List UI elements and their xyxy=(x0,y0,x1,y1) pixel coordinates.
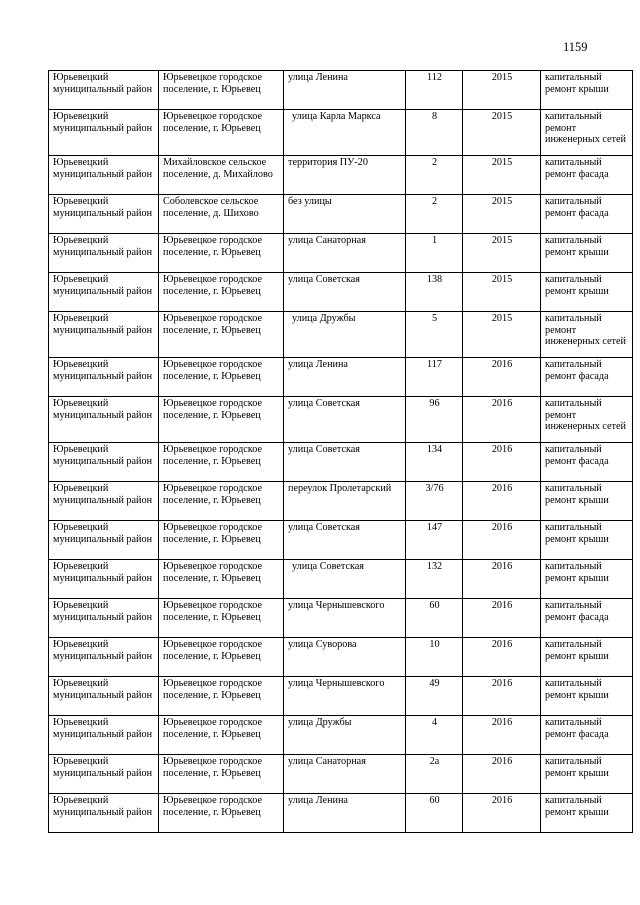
year-cell: 2016 xyxy=(463,358,541,397)
table-row xyxy=(49,156,633,195)
table-row xyxy=(49,521,633,560)
house-number-cell: 1 xyxy=(406,234,463,273)
work-type-cell: капитальный ремонт крыши xyxy=(541,794,633,833)
district-cell: Юрьевецкий муниципальный район xyxy=(49,312,159,358)
settlement-cell: Юрьевецкое городское поселение, г. Юрьевец xyxy=(159,443,284,482)
table-row xyxy=(49,755,633,794)
street-cell: улица Чернышевского xyxy=(284,599,406,638)
settlement-cell: Соболевское сельское поселение, д. Шихово xyxy=(159,195,284,234)
year-cell: 2016 xyxy=(463,397,541,443)
work-type-cell: капитальный ремонт фасада xyxy=(541,195,633,234)
work-type-cell: капитальный ремонт крыши xyxy=(541,273,633,312)
table-row xyxy=(49,482,633,521)
district-cell: Юрьевецкий муниципальный район xyxy=(49,716,159,755)
settlement-cell: Юрьевецкое городское поселение, г. Юрьевец xyxy=(159,312,284,358)
work-type-cell: капитальный ремонт крыши xyxy=(541,482,633,521)
house-number-cell: 132 xyxy=(406,560,463,599)
table-row xyxy=(49,358,633,397)
district-cell: Юрьевецкий муниципальный район xyxy=(49,397,159,443)
district-cell: Юрьевецкий муниципальный район xyxy=(49,521,159,560)
settlement-cell: Юрьевецкое городское поселение, г. Юрьевец xyxy=(159,71,284,110)
street-cell: улица Советская xyxy=(284,560,406,599)
house-number-cell: 3/76 xyxy=(406,482,463,521)
settlement-cell: Юрьевецкое городское поселение, г. Юрьевец xyxy=(159,599,284,638)
settlement-cell: Юрьевецкое городское поселение, г. Юрьевец xyxy=(159,273,284,312)
street-cell: улица Суворова xyxy=(284,638,406,677)
settlement-cell: Юрьевецкое городское поселение, г. Юрьевец xyxy=(159,358,284,397)
district-cell: Юрьевецкий муниципальный район xyxy=(49,234,159,273)
year-cell: 2016 xyxy=(463,755,541,794)
district-cell: Юрьевецкий муниципальный район xyxy=(49,156,159,195)
work-type-cell: капитальный ремонт крыши xyxy=(541,234,633,273)
table-row xyxy=(49,560,633,599)
house-number-cell: 117 xyxy=(406,358,463,397)
settlement-cell: Юрьевецкое городское поселение, г. Юрьевец xyxy=(159,677,284,716)
house-number-cell: 2 xyxy=(406,195,463,234)
house-number-cell: 10 xyxy=(406,638,463,677)
district-cell: Юрьевецкий муниципальный район xyxy=(49,358,159,397)
street-cell: улица Советская xyxy=(284,521,406,560)
table-row xyxy=(49,599,633,638)
year-cell: 2015 xyxy=(463,71,541,110)
settlement-cell: Юрьевецкое городское поселение, г. Юрьевец xyxy=(159,560,284,599)
year-cell: 2015 xyxy=(463,234,541,273)
district-cell: Юрьевецкий муниципальный район xyxy=(49,560,159,599)
house-number-cell: 2а xyxy=(406,755,463,794)
house-number-cell: 5 xyxy=(406,312,463,358)
settlement-cell: Юрьевецкое городское поселение, г. Юрьевец xyxy=(159,521,284,560)
work-type-cell: капитальный ремонт фасада xyxy=(541,443,633,482)
district-cell: Юрьевецкий муниципальный район xyxy=(49,677,159,716)
year-cell: 2015 xyxy=(463,110,541,156)
street-cell: без улицы xyxy=(284,195,406,234)
work-type-cell: капитальный ремонт крыши xyxy=(541,677,633,716)
year-cell: 2016 xyxy=(463,560,541,599)
year-cell: 2015 xyxy=(463,156,541,195)
work-type-cell: капитальный ремонт крыши xyxy=(541,71,633,110)
settlement-cell: Михайловское сельское поселение, д. Михайлово xyxy=(159,156,284,195)
table-row xyxy=(49,273,633,312)
house-number-cell: 60 xyxy=(406,599,463,638)
settlement-cell: Юрьевецкое городское поселение, г. Юрьевец xyxy=(159,755,284,794)
table-row xyxy=(49,638,633,677)
street-cell: улица Санаторная xyxy=(284,755,406,794)
year-cell: 2016 xyxy=(463,443,541,482)
work-type-cell: капитальный ремонт крыши xyxy=(541,638,633,677)
street-cell: улица Дружбы xyxy=(284,312,406,358)
work-type-cell: капитальный ремонт крыши xyxy=(541,560,633,599)
house-number-cell: 49 xyxy=(406,677,463,716)
table-row xyxy=(49,234,633,273)
house-number-cell: 8 xyxy=(406,110,463,156)
district-cell: Юрьевецкий муниципальный район xyxy=(49,110,159,156)
table-row xyxy=(49,794,633,833)
work-type-cell: капитальный ремонт крыши xyxy=(541,521,633,560)
table-row xyxy=(49,443,633,482)
district-cell: Юрьевецкий муниципальный район xyxy=(49,755,159,794)
work-type-cell: капитальный ремонт фасада xyxy=(541,358,633,397)
table-row xyxy=(49,677,633,716)
table-row xyxy=(49,195,633,234)
work-type-cell: капитальный ремонт фасада xyxy=(541,156,633,195)
settlement-cell: Юрьевецкое городское поселение, г. Юрьевец xyxy=(159,234,284,273)
work-type-cell: капитальный ремонт фасада xyxy=(541,599,633,638)
house-number-cell: 2 xyxy=(406,156,463,195)
settlement-cell: Юрьевецкое городское поселение, г. Юрьевец xyxy=(159,716,284,755)
settlement-cell: Юрьевецкое городское поселение, г. Юрьевец xyxy=(159,110,284,156)
year-cell: 2016 xyxy=(463,482,541,521)
house-number-cell: 4 xyxy=(406,716,463,755)
house-number-cell: 138 xyxy=(406,273,463,312)
year-cell: 2016 xyxy=(463,521,541,560)
settlement-cell: Юрьевецкое городское поселение, г. Юрьевец xyxy=(159,794,284,833)
district-cell: Юрьевецкий муниципальный район xyxy=(49,195,159,234)
year-cell: 2016 xyxy=(463,794,541,833)
work-type-cell: капитальный ремонт инженерных сетей xyxy=(541,312,633,358)
page-number: 1159 xyxy=(563,40,588,54)
work-type-cell: капитальный ремонт инженерных сетей xyxy=(541,110,633,156)
street-cell: улица Ленина xyxy=(284,358,406,397)
house-number-cell: 96 xyxy=(406,397,463,443)
year-cell: 2016 xyxy=(463,677,541,716)
table-row xyxy=(49,110,633,156)
district-cell: Юрьевецкий муниципальный район xyxy=(49,482,159,521)
year-cell: 2015 xyxy=(463,312,541,358)
street-cell: улица Советская xyxy=(284,397,406,443)
year-cell: 2016 xyxy=(463,716,541,755)
house-number-cell: 60 xyxy=(406,794,463,833)
house-number-cell: 112 xyxy=(406,71,463,110)
street-cell: улица Чернышевского xyxy=(284,677,406,716)
table-row xyxy=(49,312,633,358)
street-cell: улица Санаторная xyxy=(284,234,406,273)
street-cell: улица Ленина xyxy=(284,71,406,110)
district-cell: Юрьевецкий муниципальный район xyxy=(49,794,159,833)
district-cell: Юрьевецкий муниципальный район xyxy=(49,599,159,638)
house-number-cell: 134 xyxy=(406,443,463,482)
table-row xyxy=(49,71,633,110)
settlement-cell: Юрьевецкое городское поселение, г. Юрьевец xyxy=(159,638,284,677)
street-cell: улица Советская xyxy=(284,443,406,482)
table-row xyxy=(49,716,633,755)
year-cell: 2015 xyxy=(463,273,541,312)
housing-repair-table xyxy=(48,70,633,833)
street-cell: улица Карла Маркса xyxy=(284,110,406,156)
work-type-cell: капитальный ремонт инженерных сетей xyxy=(541,397,633,443)
settlement-cell: Юрьевецкое городское поселение, г. Юрьевец xyxy=(159,397,284,443)
year-cell: 2015 xyxy=(463,195,541,234)
street-cell: улица Советская xyxy=(284,273,406,312)
house-number-cell: 147 xyxy=(406,521,463,560)
street-cell: переулок Пролетарский xyxy=(284,482,406,521)
work-type-cell: капитальный ремонт фасада xyxy=(541,716,633,755)
table-row xyxy=(49,397,633,443)
district-cell: Юрьевецкий муниципальный район xyxy=(49,71,159,110)
street-cell: улица Дружбы xyxy=(284,716,406,755)
work-type-cell: капитальный ремонт крыши xyxy=(541,755,633,794)
district-cell: Юрьевецкий муниципальный район xyxy=(49,273,159,312)
district-cell: Юрьевецкий муниципальный район xyxy=(49,443,159,482)
street-cell: улица Ленина xyxy=(284,794,406,833)
settlement-cell: Юрьевецкое городское поселение, г. Юрьевец xyxy=(159,482,284,521)
district-cell: Юрьевецкий муниципальный район xyxy=(49,638,159,677)
year-cell: 2016 xyxy=(463,599,541,638)
street-cell: территория ПУ-20 xyxy=(284,156,406,195)
year-cell: 2016 xyxy=(463,638,541,677)
